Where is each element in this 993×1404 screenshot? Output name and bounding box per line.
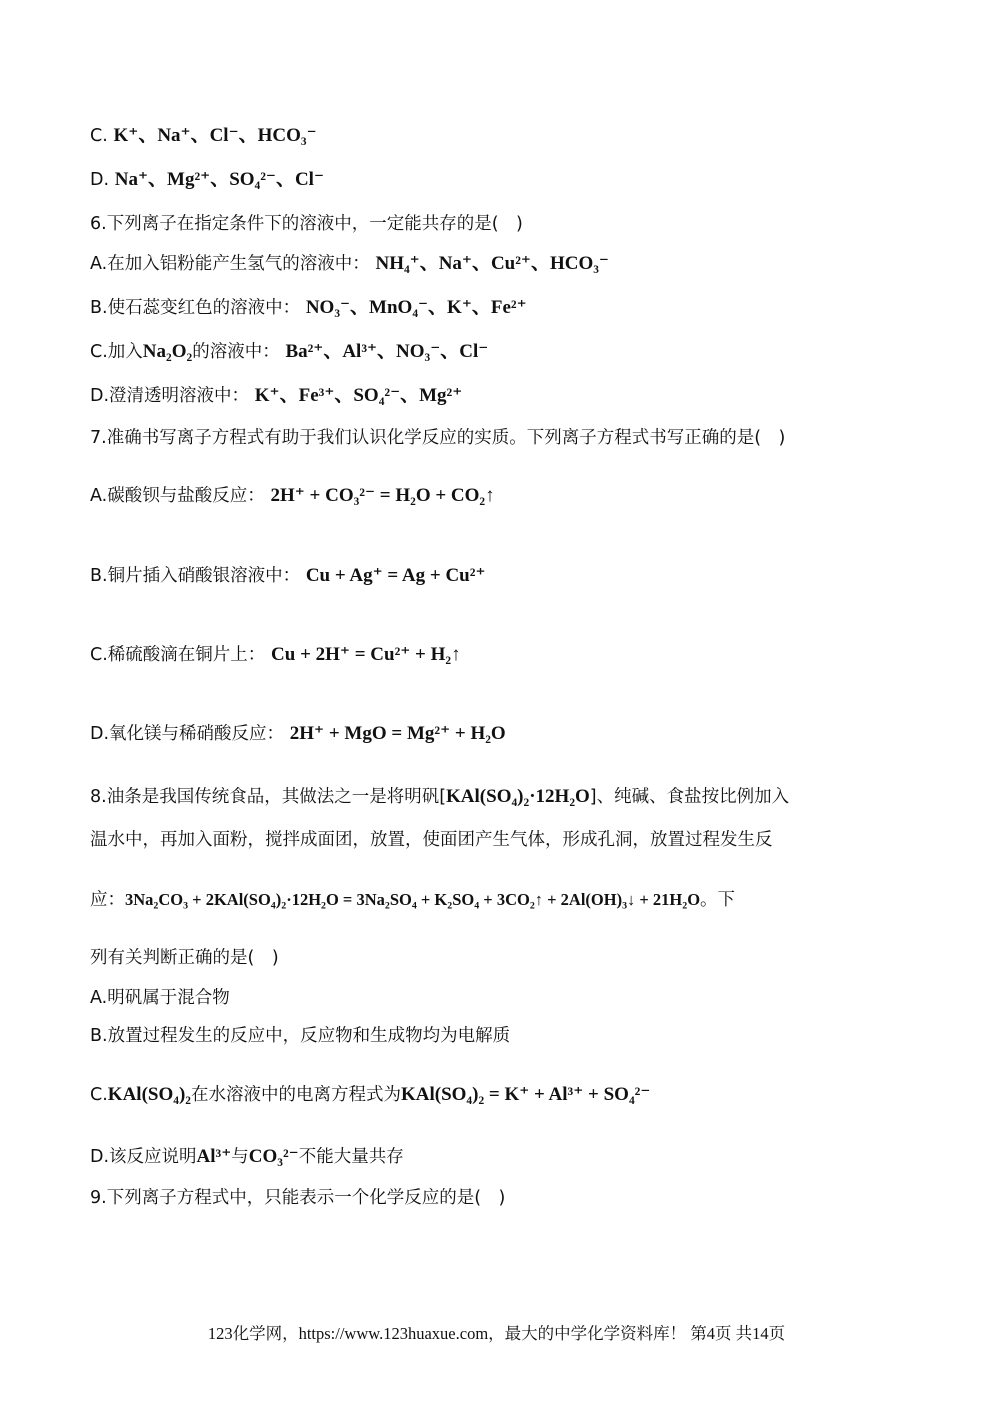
option-8d (90, 1145, 404, 1169)
option-text: 与 (231, 1147, 249, 1167)
option-label: D. (90, 170, 110, 190)
option-7c (90, 643, 461, 667)
option-text: C. (90, 1085, 108, 1105)
question-9: 9.下列离子方程式中，只能表示一个化学反应的是( ) (90, 1188, 506, 1208)
equation: 2H⁺ + CO₃²⁻ = H₂O + CO₂↑ (270, 485, 495, 506)
equation: 2H⁺ + MgO = Mg²⁺ + H₂O (289, 723, 506, 744)
question-6: 6.下列离子在指定条件下的溶液中，一定能共存的是( ) (90, 214, 523, 234)
option-text: C.加入 (90, 342, 143, 362)
option-text: A.在加入铝粉能产生氢气的溶液中： (90, 254, 370, 274)
equation: Cu + Ag⁺ = Ag + Cu²⁺ (305, 565, 486, 586)
question-text: 8.油条是我国传统食品，其做法之一是将明矾[ (90, 787, 447, 807)
page-footer: 123化学网，https://www.123huaxue.com，最大的中学化学资料库！ 第4页 共14页 (207, 1324, 786, 1343)
option-5c (90, 124, 317, 148)
equation: 3Na₂CO₃ + 2KAl(SO₄)₂·12H₂O = 3Na₂SO₄ + K₂SO₄ + 3CO₂↑ + 2Al(OH)₃↓ + 21H₂O (125, 890, 701, 909)
option-6b (90, 296, 527, 320)
formula: Al³⁺ (196, 1146, 232, 1167)
option-6a (90, 252, 609, 276)
option-text: B.铜片插入硝酸银溶液中： (90, 566, 301, 586)
option-text: 不能大量共存 (298, 1147, 404, 1167)
option-7a (90, 484, 495, 508)
option-text: 在水溶液中的电离方程式为 (190, 1085, 401, 1105)
question-8-line-3 (90, 888, 735, 912)
option-text: B.使石蕊变红色的溶液中： (90, 298, 301, 318)
option-8a: A.明矾属于混合物 (90, 988, 230, 1008)
option-6c (90, 340, 488, 364)
option-label: C. (90, 126, 108, 146)
option-5d (90, 168, 324, 192)
option-7b (90, 564, 485, 588)
formula: K⁺、Fe³⁺、SO₄²⁻、Mg²⁺ (254, 385, 463, 406)
formula: K⁺、Na⁺、Cl⁻、HCO₃⁻ (113, 125, 317, 146)
question-8-line-2: 温水中，再加入面粉，搅拌成面团，放置，使面团产生气体，形成孔洞，放置过程发生反 (90, 830, 773, 850)
option-text: 的溶液中： (192, 342, 280, 362)
option-6d (90, 384, 462, 408)
question-8-line-1 (90, 785, 789, 809)
question-7: 7.准确书写离子方程式有助于我们认识化学反应的实质。下列离子方程式书写正确的是( ) (90, 428, 786, 448)
question-text: 。下 (700, 890, 736, 910)
option-text: D.澄清透明溶液中： (90, 386, 250, 406)
question-text: ]、纯碱、食盐按比例加入 (589, 787, 790, 807)
formula: CO₃²⁻ (248, 1146, 299, 1167)
formula: NH₄⁺、Na⁺、Cu²⁺、HCO₃⁻ (375, 253, 609, 274)
formula: KAl(SO₄)₂·12H₂O (446, 786, 590, 807)
option-text: C.稀硫酸滴在铜片上： (90, 645, 266, 665)
formula: Na⁺、Mg²⁺、SO₄²⁻、Cl⁻ (114, 169, 324, 190)
question-8-line-4: 列有关判断正确的是( ) (90, 948, 279, 968)
formula: Ba²⁺、Al³⁺、NO₃⁻、Cl⁻ (285, 341, 489, 362)
option-text: D.氧化镁与稀硝酸反应： (90, 724, 285, 744)
question-text: 应： (90, 890, 125, 910)
equation: KAl(SO₄)₂ = K⁺ + Al³⁺ + SO₄²⁻ (400, 1084, 651, 1105)
option-7d (90, 722, 506, 746)
option-8c (90, 1083, 650, 1107)
formula: KAl(SO₄)₂ (107, 1084, 191, 1105)
formula: Na₂O₂ (142, 341, 193, 362)
option-8b: B.放置过程发生的反应中，反应物和生成物均为电解质 (90, 1026, 511, 1046)
option-text: D.该反应说明 (90, 1147, 197, 1167)
formula: NO₃⁻、MnO₄⁻、K⁺、Fe²⁺ (305, 297, 527, 318)
option-text: A.碳酸钡与盐酸反应： (90, 486, 265, 506)
equation: Cu + 2H⁺ = Cu²⁺ + H₂↑ (271, 644, 461, 665)
